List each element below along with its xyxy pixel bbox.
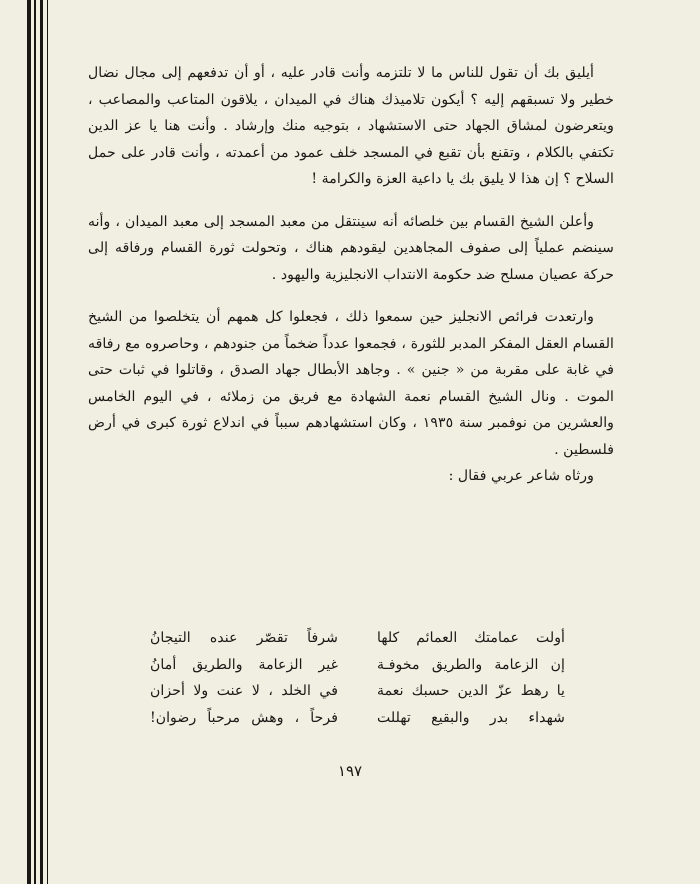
margin-rule xyxy=(34,0,36,884)
poem-first-hemistich: يا رهط عزّ الدين حسبك نعمة xyxy=(377,683,565,700)
text-line: بتوجيه منك وإرشاد . وأنت هنا يا عز الدين تكتفي بالكلام ، وتقنع بأن xyxy=(88,118,614,161)
text-line: وأعلن الشيخ القسام بين خلصائه أنه سينتقل من معبد المسجد إلى معبد xyxy=(172,213,594,230)
text-line: أيليق بك أن تقول للناس ما لا تلتزمه وأنت قادر عليه ، أو أن تدفعهم xyxy=(187,65,594,81)
text-line: الأبطال جهاد الصدق ، وقاتلوا في ثبات حتى الموت . ونال الشيخ القسام xyxy=(88,362,614,405)
text-line: واليهود . xyxy=(271,266,321,283)
poem-first-hemistich: شهداء بدر والبقيع تهللت xyxy=(377,709,565,726)
margin-rule xyxy=(40,0,43,884)
text-line: الميدان ، وأنه سينضم عملياً إلى صفوف المجاهدين ليقودهم هناك ، وتحولت xyxy=(88,213,615,256)
poem-second-hemistich: شرفاً تقصّر عنده التيجانُ xyxy=(150,630,338,646)
text-line: من جنودهم ، وحاصروه مع رفاقه في غابة على مقربة من « جنين » . وجاهد xyxy=(88,335,614,378)
text-line: إلى مجال نضال خطير ولا تسبقهم إليه ؟ أيكون تلاميذك هناك في الميدان ، xyxy=(88,65,614,108)
text-line: سنة ١٩٣٥ ، وكان استشهادهم سبباً في اندلاع ثورة كبرى في أرض فلسطين . xyxy=(88,415,614,458)
poem-intro: ورثاه شاعر عربي فقال : xyxy=(448,468,594,484)
text-line: ثورة القسام ورفاقه إلى حركة عصيان مسلح ضد حكومة الانتداب الانجليزية xyxy=(88,240,614,283)
text-line: يلاقون المتاعب والمصاعب ، ويتعرضون لمشاق الجهاد حتى الاستشهاد ، xyxy=(88,91,614,134)
text-line: إن هذا لا يليق بك يا داعية العزة والكرامة ! xyxy=(311,171,559,187)
poem-second-hemistich: في الخلد ، لا عنت ولا أحزان xyxy=(150,683,338,700)
text-line: تقبع في المسجد خلف عمود من أعمدته ، وأنت قادر على حمل السلاح ؟ xyxy=(88,144,614,187)
poem-verse xyxy=(150,652,565,679)
poem-verse xyxy=(150,625,565,652)
paragraph xyxy=(88,304,614,463)
margin-rule xyxy=(47,0,48,884)
poem-first-hemistich: إن الزعامة والطريق مخوفـة xyxy=(377,656,565,673)
margin-rule xyxy=(27,0,31,884)
text-line: نعمة الشهادة مع فريق من زملائه ، في اليوم الخامس والعشرين من نوفمبر xyxy=(88,388,615,431)
paragraph xyxy=(88,209,614,289)
paragraph xyxy=(88,60,614,193)
poem-first-hemistich: أولت عمامتك العمائم كلها xyxy=(377,630,565,646)
body-text xyxy=(88,60,614,490)
poem-second-hemistich: فرحاً ، وهش مرحباً رضوان! xyxy=(150,709,338,726)
poem-verse xyxy=(150,705,565,732)
poem-verse xyxy=(150,678,565,705)
poem xyxy=(150,625,565,731)
page-number: ١٩٧ xyxy=(337,762,363,780)
text-line: يتخلصوا من الشيخ القسام العقل المفكر المدبر للثورة ، فجمعوا عدداً ضخماً xyxy=(88,309,614,352)
text-line: وارتعدت فرائص الانجليز حين سمعوا ذلك ، فجعلوا كل همهم أن xyxy=(206,309,594,325)
poem-second-hemistich: غير الزعامة والطريق أمانُ xyxy=(150,656,338,673)
